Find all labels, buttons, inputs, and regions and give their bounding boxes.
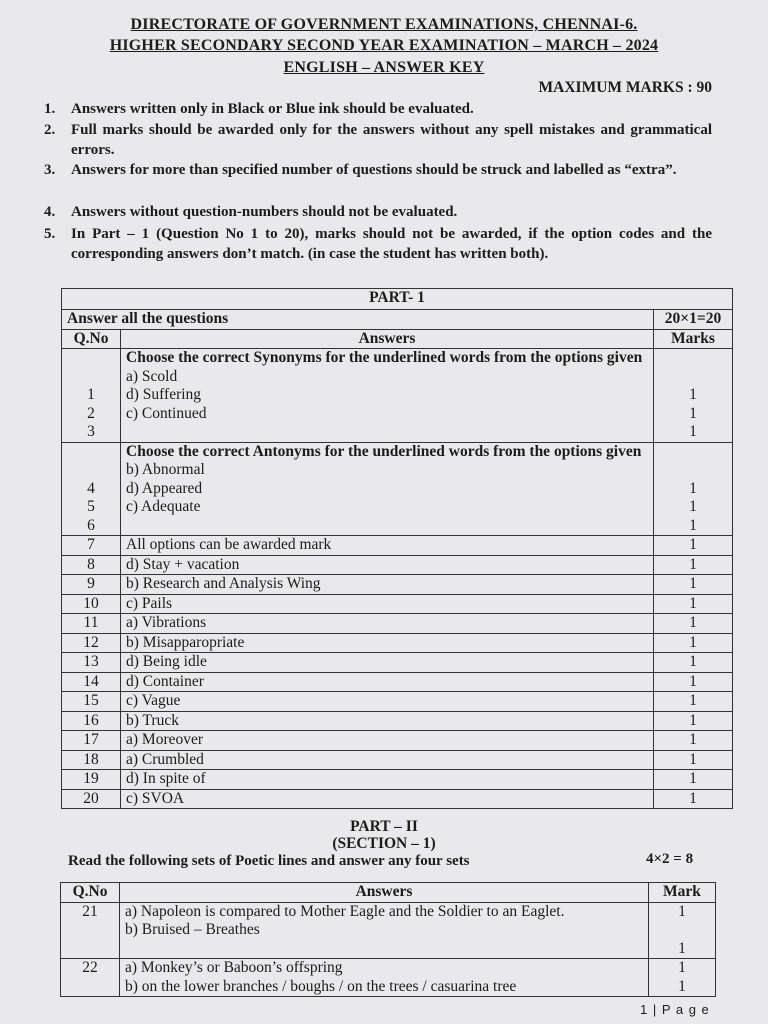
qno: 20 <box>62 789 121 809</box>
part2-score: 4×2 = 8 <box>646 851 694 867</box>
answer: d) Stay + vacation <box>121 555 654 575</box>
table-row <box>62 711 733 731</box>
table-row <box>62 575 733 595</box>
qno: 3 <box>87 423 95 440</box>
instruction-number: 2. <box>44 122 56 138</box>
answer: c) SVOA <box>121 789 654 809</box>
part2-title: PART – II <box>350 818 418 835</box>
answer: c) Pails <box>121 594 654 614</box>
instruction-3 <box>44 161 712 181</box>
table-row <box>62 614 733 634</box>
mark: 1 <box>654 711 733 731</box>
instruction-number: 3. <box>44 162 56 178</box>
table-row <box>62 536 733 556</box>
instruction-4 <box>44 203 712 223</box>
exam-title: HIGHER SECONDARY SECOND YEAR EXAMINATION – MARCH – 2024 <box>109 37 659 54</box>
table-row <box>62 633 733 653</box>
synonym-heading: Choose the correct Synonyms for the underlined words from the options given <box>126 349 643 366</box>
mark: 1 <box>689 498 697 515</box>
table-row <box>62 789 733 809</box>
qno: 10 <box>62 594 121 614</box>
antonym-answers <box>121 442 654 536</box>
qno: 2 <box>87 404 95 422</box>
synonym-marks <box>654 349 733 443</box>
table-row <box>62 555 733 575</box>
mark-cell <box>649 959 716 997</box>
answer: d) Container <box>121 672 654 692</box>
mark: 1 <box>689 423 697 440</box>
answer: b) Truck <box>121 711 654 731</box>
instruction-text: Answers for more than specified number of questions should be struck and labelled as “extra”. <box>71 162 677 178</box>
mark-cell <box>649 902 716 959</box>
answer: a) Vibrations <box>121 614 654 634</box>
qno: 21 <box>61 902 120 959</box>
antonym-marks <box>654 442 733 536</box>
answer: c) Continued <box>126 404 207 422</box>
mark: 1 <box>654 789 733 809</box>
mark: 1 <box>678 939 686 957</box>
part2-section: (SECTION – 1) <box>332 835 436 852</box>
qno: 19 <box>62 770 121 790</box>
mark: 1 <box>689 516 697 534</box>
answer: b) Bruised – Breathes <box>125 921 260 938</box>
answer: a) Moreover <box>121 731 654 751</box>
instruction-text: Answers without question-numbers should not be evaluated. <box>71 204 458 220</box>
mark: 1 <box>678 977 686 995</box>
table-row <box>62 653 733 673</box>
mark: 1 <box>654 594 733 614</box>
mark: 1 <box>678 902 686 920</box>
answers-header: Answers <box>121 329 654 349</box>
mark: 1 <box>654 731 733 751</box>
qno: 1 <box>87 386 95 403</box>
table-row <box>62 770 733 790</box>
part2-answer-table <box>60 882 716 997</box>
qno: 12 <box>62 633 121 653</box>
qno: 9 <box>62 575 121 595</box>
instruction-number: 5. <box>44 226 56 242</box>
mark: 1 <box>654 750 733 770</box>
part1-instruction: Answer all the questions <box>62 310 654 330</box>
part2-instruction: Read the following sets of Poetic lines and answer any four sets <box>68 853 470 869</box>
answer: d) In spite of <box>121 770 654 790</box>
answer: a) Monkey’s or Baboon’s offspring <box>125 959 343 976</box>
instruction-text: Full marks should be awarded only for the answers without any spell mistakes and grammatical errors. <box>71 122 712 158</box>
directorate-title: DIRECTORATE OF GOVERNMENT EXAMINATIONS, CHENNAI-6. <box>130 16 638 33</box>
answer: a) Crumbled <box>121 750 654 770</box>
qno: 14 <box>62 672 121 692</box>
table-row <box>62 750 733 770</box>
mark: 1 <box>654 555 733 575</box>
answers-header: Answers <box>120 883 649 903</box>
qno: 11 <box>62 614 121 634</box>
answer: d) Suffering <box>126 386 202 403</box>
synonym-answers <box>121 349 654 443</box>
qno: 15 <box>62 692 121 712</box>
answer-cell <box>120 959 649 997</box>
mark-header: Mark <box>649 883 716 903</box>
mark: 1 <box>689 404 697 422</box>
answer: b) Research and Analysis Wing <box>121 575 654 595</box>
answer: a) Napoleon is compared to Mother Eagle and the Soldier to an Eaglet. <box>125 902 565 920</box>
answer: All options can be awarded mark <box>121 536 654 556</box>
answer: d) Appeared <box>126 479 203 497</box>
mark: 1 <box>654 633 733 653</box>
part1-total: 20×1=20 <box>654 310 733 330</box>
instruction-2 <box>44 121 712 160</box>
qno: 5 <box>87 498 95 515</box>
mark: 1 <box>654 672 733 692</box>
qno: 8 <box>62 555 121 575</box>
qno: 4 <box>87 479 95 497</box>
mark: 1 <box>654 536 733 556</box>
mark: 1 <box>654 770 733 790</box>
part1-title: PART- 1 <box>62 289 733 310</box>
qno: 6 <box>87 516 95 534</box>
answer: c) Vague <box>121 692 654 712</box>
antonym-heading: Choose the correct Antonyms for the underlined words from the options given <box>126 442 642 460</box>
table-row <box>62 672 733 692</box>
qno: 13 <box>62 653 121 673</box>
instruction-number: 1. <box>44 101 56 117</box>
mark: 1 <box>654 653 733 673</box>
qno: 17 <box>62 731 121 751</box>
qno-header: Q.No <box>62 329 121 349</box>
instruction-text: Answers written only in Black or Blue ink should be evaluated. <box>71 101 474 117</box>
qno: 22 <box>61 959 120 997</box>
page-footer: 1 | P a g e <box>640 1002 710 1017</box>
mark: 1 <box>689 386 697 403</box>
part1-answer-table <box>61 288 733 809</box>
answer: b) on the lower branches / boughs / on the trees / casuarina tree <box>125 977 517 995</box>
qno: 16 <box>62 711 121 731</box>
qno-header: Q.No <box>61 883 120 903</box>
answer: c) Adequate <box>126 498 201 515</box>
qno: 7 <box>62 536 121 556</box>
answer: d) Being idle <box>121 653 654 673</box>
answer: a) Scold <box>126 367 178 385</box>
instruction-text: In Part – 1 (Question No 1 to 20), marks should not be awarded, if the option codes and the corresponding answers don’t match. (in case the student has written both). <box>71 226 712 262</box>
synonym-qnos <box>62 349 121 443</box>
table-row <box>62 594 733 614</box>
qno: 18 <box>62 750 121 770</box>
table-row <box>62 692 733 712</box>
mark: 1 <box>654 575 733 595</box>
answer-cell <box>120 902 649 959</box>
table-row <box>62 731 733 751</box>
mark: 1 <box>654 614 733 634</box>
instruction-5 <box>44 225 712 264</box>
antonym-qnos <box>62 442 121 536</box>
mark: 1 <box>689 479 697 497</box>
mark: 1 <box>678 959 686 976</box>
maximum-marks: MAXIMUM MARKS : 90 <box>538 79 712 96</box>
subject-title: ENGLISH – ANSWER KEY <box>283 59 485 76</box>
answer: b) Misapparopriate <box>121 633 654 653</box>
instruction-1 <box>44 100 712 120</box>
marks-header: Marks <box>654 329 733 349</box>
mark: 1 <box>654 692 733 712</box>
instruction-number: 4. <box>44 204 56 220</box>
answer: b) Abnormal <box>126 461 205 478</box>
